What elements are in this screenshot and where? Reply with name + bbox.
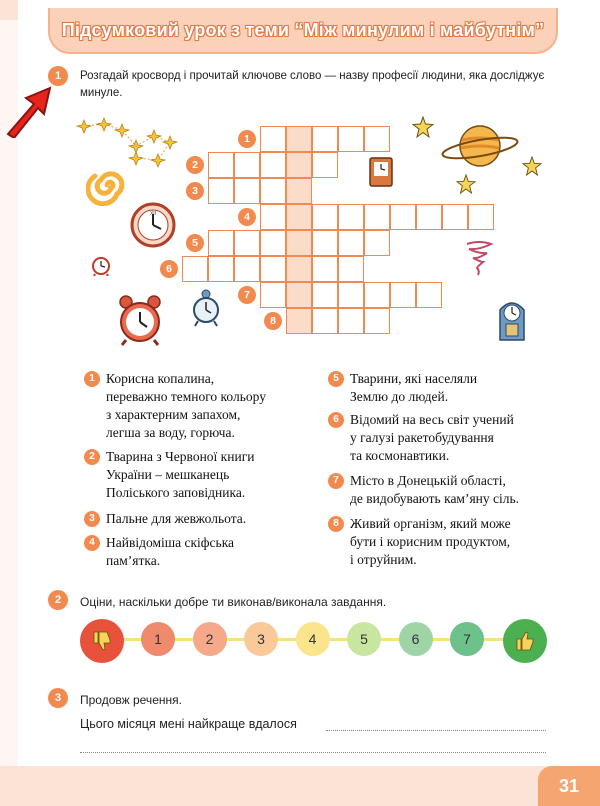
page-title: Підсумковий урок з теми “Між минулим і майбутнім” xyxy=(48,8,558,54)
small-alarm-clock-icon xyxy=(90,254,112,276)
crossword-cell[interactable] xyxy=(260,282,286,308)
tornado-icon xyxy=(464,240,494,278)
crossword-cell[interactable] xyxy=(338,230,364,256)
crossword-row-number: 5 xyxy=(186,234,204,252)
crossword-cell[interactable] xyxy=(312,308,338,334)
crossword-key-cell[interactable] xyxy=(286,256,312,282)
crossword-cell[interactable] xyxy=(208,256,234,282)
crossword-cell[interactable] xyxy=(312,230,338,256)
clue-6-text: Відомий на весь світ учений у галузі ракетобудування та космонавтики. xyxy=(350,412,514,463)
crossword-cell[interactable] xyxy=(338,282,364,308)
clue-2 xyxy=(84,448,254,502)
spiral-icon xyxy=(86,164,128,206)
clue-1-text: Корисна копалина, переважно темного кольору з характерним запахом, легша за воду, горюча. xyxy=(106,371,266,440)
crossword-cell[interactable] xyxy=(442,204,468,230)
crossword-cell[interactable] xyxy=(338,126,364,152)
crossword-key-cell[interactable] xyxy=(286,152,312,178)
crossword-key-cell[interactable] xyxy=(286,308,312,334)
page-number: 31 xyxy=(538,766,600,806)
clue-7-text: Місто в Донецькій області, де видобувають кам’яну сіль. xyxy=(350,473,520,506)
crossword-cell[interactable] xyxy=(364,282,390,308)
crossword-cell[interactable] xyxy=(208,178,234,204)
clue-7 xyxy=(328,472,519,508)
crossword-cell[interactable] xyxy=(234,230,260,256)
rating-option-3[interactable]: 3 xyxy=(244,622,278,656)
clue-1 xyxy=(84,370,266,442)
task-1-text: Розгадай кросворд і прочитай ключове слово — назву професії людини, яка досліджує минуле. xyxy=(80,70,545,99)
crossword-key-cell[interactable] xyxy=(286,204,312,230)
clue-3 xyxy=(84,510,246,528)
crossword-key-cell[interactable] xyxy=(286,230,312,256)
answer-line-1[interactable] xyxy=(326,730,546,731)
clue-4 xyxy=(84,534,234,570)
crossword-cell[interactable] xyxy=(208,230,234,256)
clue-8-number: 8 xyxy=(328,516,344,532)
crossword-row-number: 1 xyxy=(238,130,256,148)
crossword-cell[interactable] xyxy=(390,204,416,230)
crossword-cell[interactable] xyxy=(260,152,286,178)
crossword-cell[interactable] xyxy=(364,204,390,230)
grandfather-clock-icon xyxy=(496,296,528,342)
clue-2-text: Тварина з Червоної книги України – мешканець Поліського заповідника. xyxy=(106,449,255,500)
answer-line-2[interactable] xyxy=(80,752,546,753)
clue-7-number: 7 xyxy=(328,473,344,489)
crossword-cell[interactable] xyxy=(234,256,260,282)
clue-5-number: 5 xyxy=(328,371,344,387)
thumb-up-icon xyxy=(513,629,537,653)
clue-3-text: Пальне для жевжольота. xyxy=(106,511,247,526)
thumb-down-button[interactable] xyxy=(80,619,124,663)
clue-1-number: 1 xyxy=(84,371,100,387)
planet-saturn-icon xyxy=(440,118,520,174)
star-icon-3 xyxy=(456,174,476,194)
star-icon-2 xyxy=(522,156,542,176)
crossword-cell[interactable] xyxy=(312,126,338,152)
footer-band xyxy=(0,766,600,806)
clue-4-text: Найвідоміша скіфська пам’ятка. xyxy=(106,535,235,568)
rating-option-4[interactable]: 4 xyxy=(296,622,330,656)
crossword-cell[interactable] xyxy=(234,152,260,178)
svg-text:XII: XII xyxy=(149,211,157,217)
crossword-cell[interactable] xyxy=(338,308,364,334)
crossword-cell[interactable] xyxy=(338,204,364,230)
crossword-cell[interactable] xyxy=(312,282,338,308)
rating-option-6[interactable]: 6 xyxy=(399,622,433,656)
crossword-cell[interactable] xyxy=(364,126,390,152)
crossword-key-cell[interactable] xyxy=(286,282,312,308)
crossword-row-number: 7 xyxy=(238,286,256,304)
clue-6 xyxy=(328,411,514,465)
crossword-cell[interactable] xyxy=(234,178,260,204)
crossword-cell[interactable] xyxy=(260,230,286,256)
crossword-row-number: 8 xyxy=(264,312,282,330)
crossword-cell[interactable] xyxy=(338,256,364,282)
clue-6-number: 6 xyxy=(328,412,344,428)
clue-8-text: Живий організм, який може бути і корисним продуктом, і отруйним. xyxy=(350,516,511,567)
crossword-cell[interactable] xyxy=(390,282,416,308)
clue-3-number: 3 xyxy=(84,511,100,527)
crossword-cell[interactable] xyxy=(312,204,338,230)
star-icon xyxy=(412,116,434,138)
crossword-row-number: 4 xyxy=(238,208,256,226)
crossword-cell[interactable] xyxy=(364,230,390,256)
rating-option-2[interactable]: 2 xyxy=(193,622,227,656)
crossword-cell[interactable] xyxy=(260,204,286,230)
clue-2-number: 2 xyxy=(84,449,100,465)
rating-option-5[interactable]: 5 xyxy=(347,622,381,656)
crossword-cell[interactable] xyxy=(182,256,208,282)
crossword-cell[interactable] xyxy=(312,152,338,178)
mantel-clock-icon xyxy=(368,156,394,188)
red-arrow-icon xyxy=(4,84,54,138)
crossword-key-cell[interactable] xyxy=(286,126,312,152)
crossword-cell[interactable] xyxy=(260,178,286,204)
wall-clock-icon xyxy=(130,202,176,248)
clue-5 xyxy=(328,370,477,406)
task-2-text: Оціни, наскільки добре ти виконав/виконала завдання. xyxy=(80,595,387,609)
clue-8 xyxy=(328,515,511,569)
crossword-cell[interactable] xyxy=(468,204,494,230)
crossword-cell[interactable] xyxy=(416,282,442,308)
sentence-start: Цього місяця мені найкраще вдалося xyxy=(80,717,297,731)
task-number-1: 1 xyxy=(48,66,68,86)
blue-alarm-clock-icon xyxy=(192,288,220,328)
task-number-3: 3 xyxy=(48,688,68,708)
crossword-row-number: 3 xyxy=(186,182,204,200)
clue-5-text: Тварини, які населяли Землю до людей. xyxy=(350,371,478,404)
crossword-cell[interactable] xyxy=(208,152,234,178)
crossword-key-cell[interactable] xyxy=(286,178,312,204)
task-number-2: 2 xyxy=(48,590,68,610)
crossword-cell[interactable] xyxy=(312,256,338,282)
thumb-down-icon xyxy=(90,629,114,653)
rating-option-7[interactable]: 7 xyxy=(450,622,484,656)
crossword-cell[interactable] xyxy=(260,126,286,152)
crossword-cell[interactable] xyxy=(416,204,442,230)
rating-option-1[interactable]: 1 xyxy=(141,622,175,656)
crossword-row-number: 2 xyxy=(186,156,204,174)
crossword-cell[interactable] xyxy=(260,256,286,282)
crossword-cell[interactable] xyxy=(364,308,390,334)
task-3-text: Продовж речення. xyxy=(80,693,182,707)
alarm-clock-icon xyxy=(116,294,164,346)
crossword-row-number: 6 xyxy=(160,260,178,278)
clue-4-number: 4 xyxy=(84,535,100,551)
thumb-up-button[interactable] xyxy=(503,619,547,663)
